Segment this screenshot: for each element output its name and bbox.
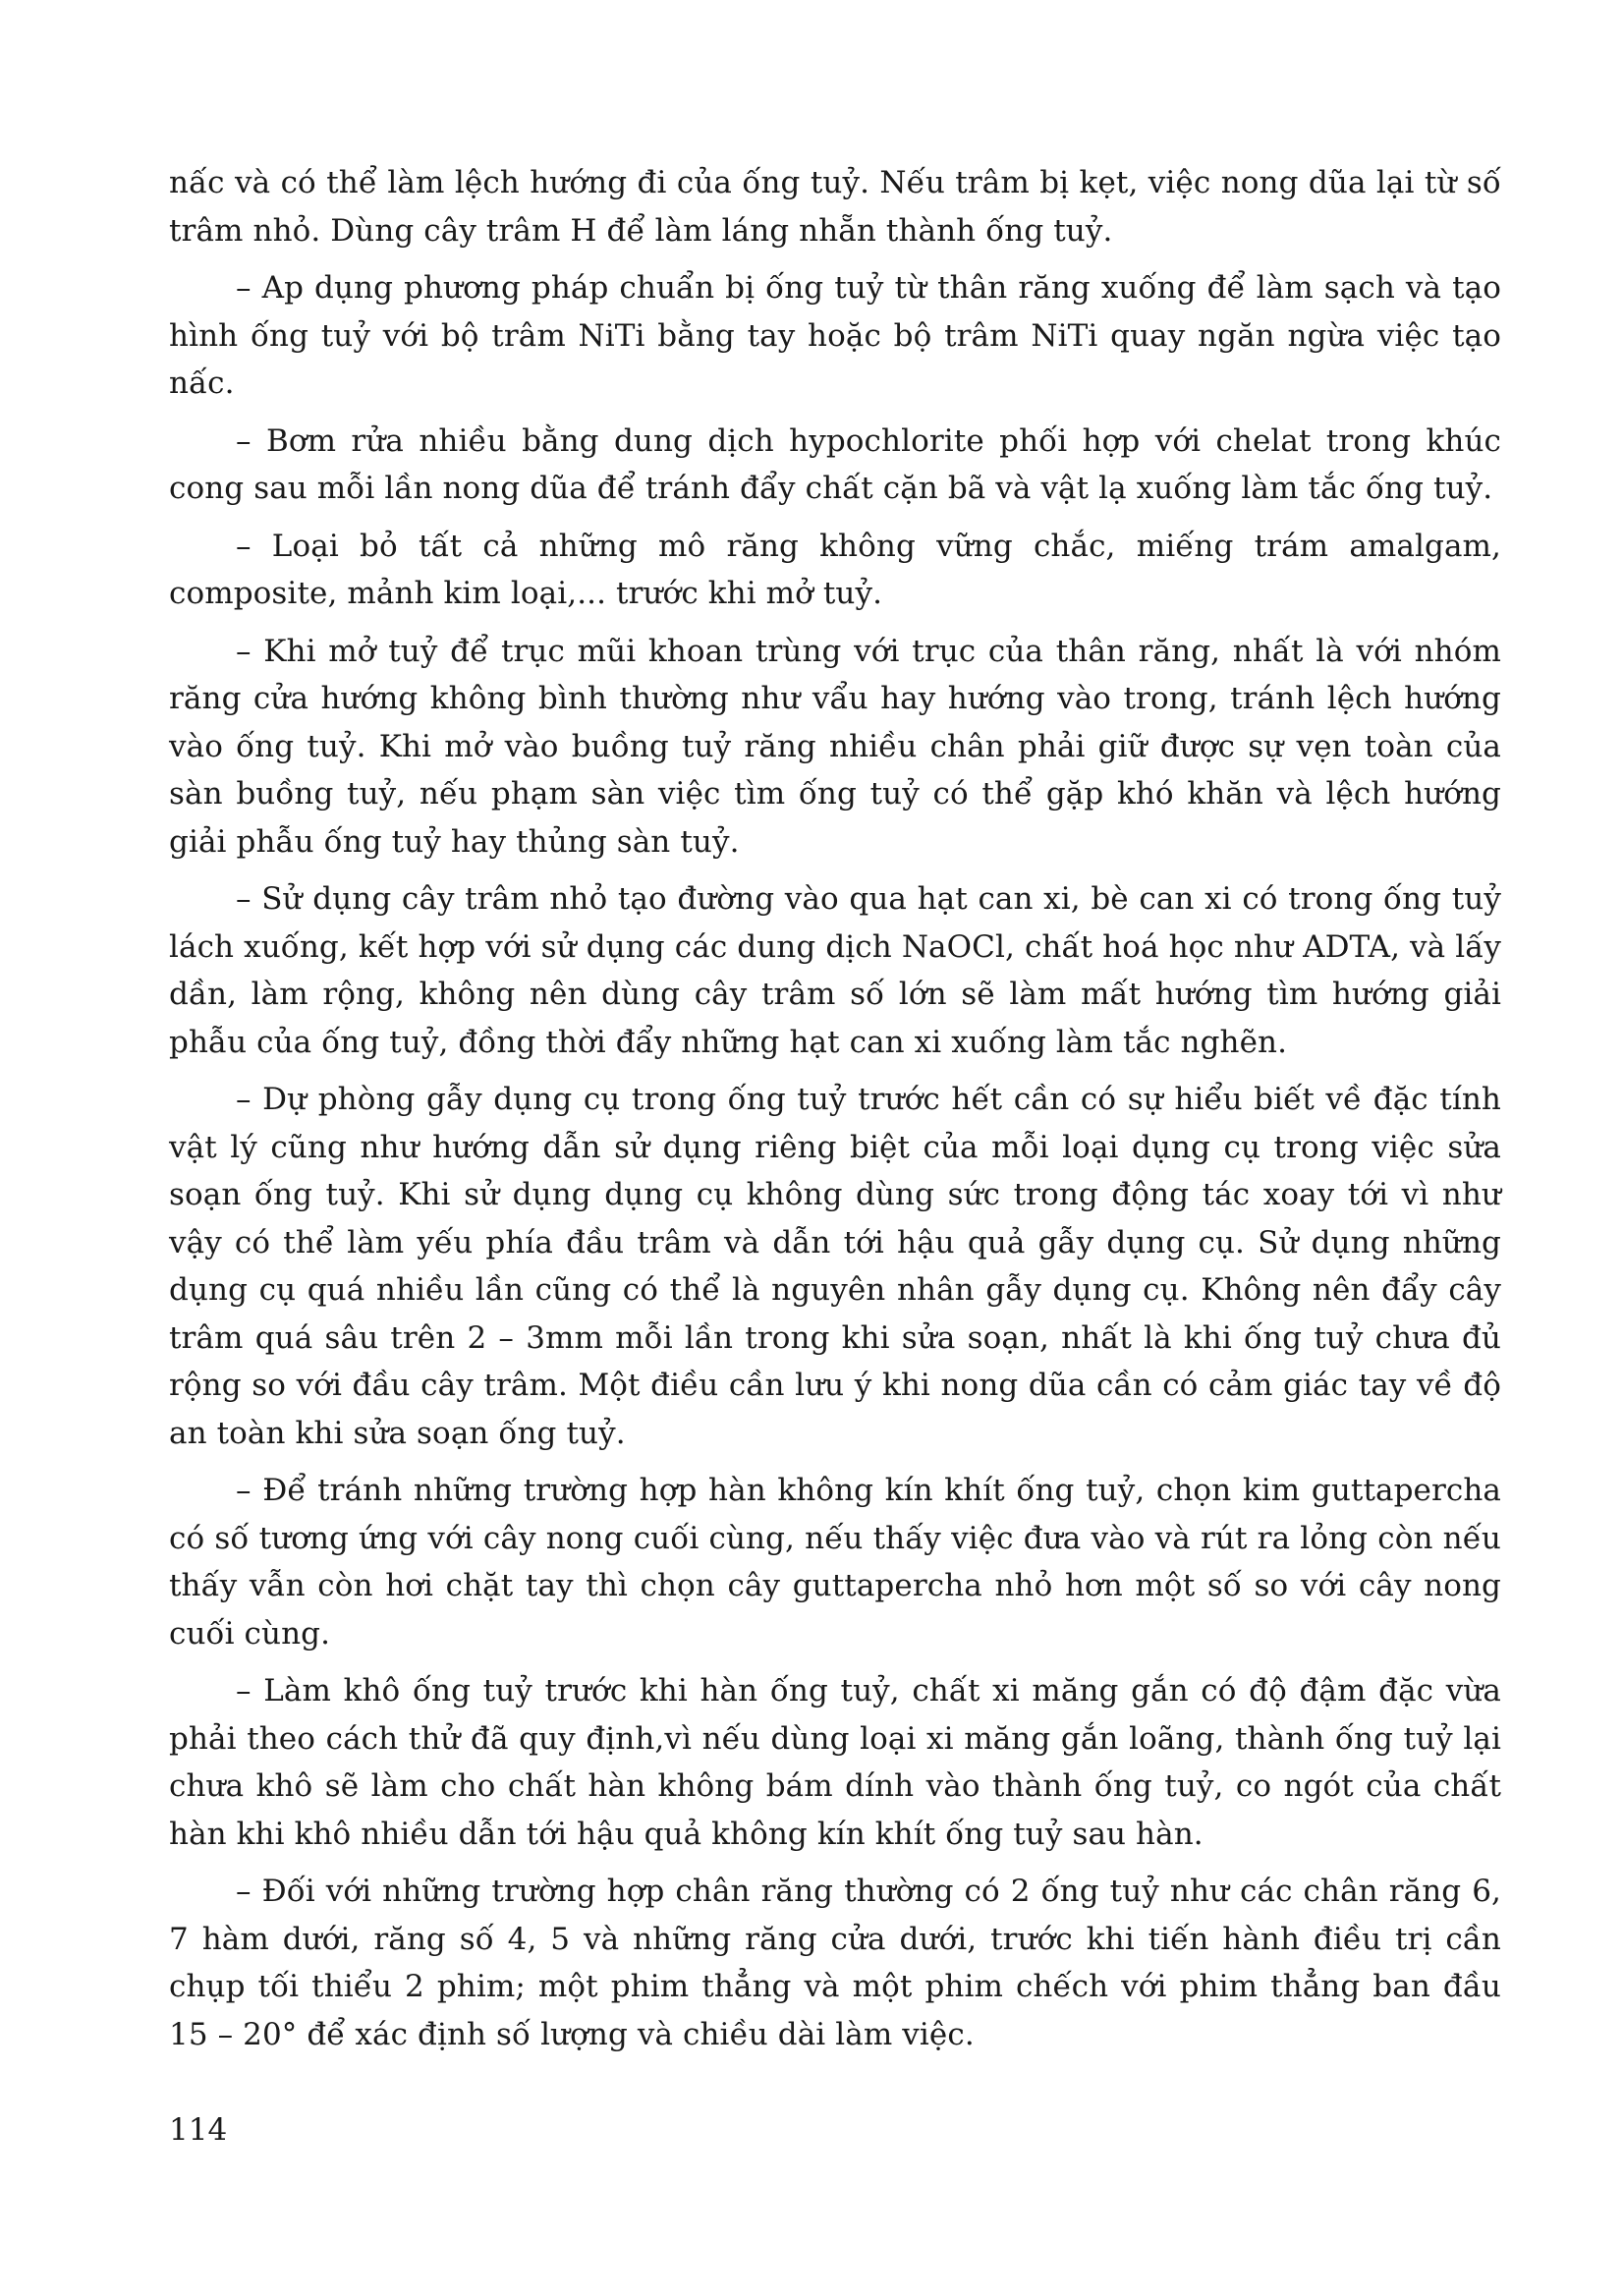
paragraph: nấc và có thể làm lệch hướng đi của ống tuỷ. Nếu trâm bị kẹt, việc nong dũa lại từ số trâm nhỏ. Dùng cây trâm H để làm láng nhẵn thành ống tuỷ. [169, 165, 1501, 249]
paragraph: – Đối với những trường hợp chân răng thường có 2 ống tuỷ như các chân răng 6, 7 hàm dưới, răng số 4, 5 và những răng cửa dưới, trước khi tiến hành điều trị cần chụp tối thiểu 2 phim; một phim thẳng và một phim chếch với phim thẳng ban đầu 15 – 20° để xác định số lượng và chiều dài làm việc. [169, 1874, 1501, 2052]
page-body [169, 159, 1501, 2068]
paragraph: – Làm khô ống tuỷ trước khi hàn ống tuỷ, chất xi măng gắn có độ đậm đặc vừa phải theo cách thử đã quy định,vì nếu dùng loại xi măng gắn loãng, thành ống tuỷ lại chưa khô sẽ làm cho chất hàn không bám dính vào thành ống tuỷ, co ngót của chất hàn khi khô nhiều dẫn tới hậu quả không kín khít ống tuỷ sau hàn. [169, 1673, 1501, 1852]
paragraph: – Loại bỏ tất cả những mô răng không vững chắc, miếng trám amalgam, composite, mảnh kim loại,... trước khi mở tuỷ. [169, 528, 1501, 611]
paragraph: – Bơm rửa nhiều bằng dung dịch hypochlorite phối hợp với chelat trong khúc cong sau mỗi lần nong dũa để tránh đẩy chất cặn bã và vật lạ xuống làm tắc ống tuỷ. [169, 422, 1501, 506]
page-number: 114 [169, 2112, 228, 2148]
paragraph: – Khi mở tuỷ để trục mũi khoan trùng với trục của thân răng, nhất là với nhóm răng cửa hướng không bình thường như vẩu hay hướng vào trong, tránh lệch hướng vào ống tuỷ. Khi mở vào buồng tuỷ răng nhiều chân phải giữ được sự vẹn toàn của sàn buồng tuỷ, nếu phạm sàn việc tìm ống tuỷ có thể gặp khó khăn và lệch hướng giải phẫu ống tuỷ hay thủng sàn tuỷ. [169, 633, 1501, 860]
paragraph: – Sử dụng cây trâm nhỏ tạo đường vào qua hạt can xi, bè can xi có trong ống tuỷ lách xuống, kết hợp với sử dụng các dung dịch NaOCl, chất hoá học như ADTA, và lấy dần, làm rộng, không nên dùng cây trâm số lớn sẽ làm mất hướng tìm hướng giải phẫu của ống tuỷ, đồng thời đẩy những hạt can xi xuống làm tắc nghẽn. [169, 881, 1501, 1060]
paragraph: – Để tránh những trường hợp hàn không kín khít ống tuỷ, chọn kim guttapercha có số tương ứng với cây nong cuối cùng, nếu thấy việc đưa vào và rút ra lỏng còn nếu thấy vẫn còn hơi chặt tay thì chọn cây guttapercha nhỏ hơn một số so với cây nong cuối cùng. [169, 1473, 1501, 1652]
paragraph: – Dự phòng gẫy dụng cụ trong ống tuỷ trước hết cần có sự hiểu biết về đặc tính vật lý cũng như hướng dẫn sử dụng riêng biệt của mỗi loại dụng cụ trong việc sửa soạn ống tuỷ. Khi sử dụng dụng cụ không dùng sức trong động tác xoay tới vì như vậy có thể làm yếu phía đầu trâm và dẫn tới hậu quả gẫy dụng cụ. Sử dụng những dụng cụ quá nhiều lần cũng có thể là nguyên nhân gẫy dụng cụ. Không nên đẩy cây trâm quá sâu trên 2 – 3mm mỗi lần trong khi sửa soạn, nhất là khi ống tuỷ chưa đủ rộng so với đầu cây trâm. Một điều cần lưu ý khi nong dũa cần có cảm giác tay về độ an toàn khi sửa soạn ống tuỷ. [169, 1082, 1501, 1451]
paragraph: – Ap dụng phương pháp chuẩn bị ống tuỷ từ thân răng xuống để làm sạch và tạo hình ống tuỷ với bộ trâm NiTi bằng tay hoặc bộ trâm NiTi quay ngăn ngừa việc tạo nấc. [169, 270, 1501, 401]
